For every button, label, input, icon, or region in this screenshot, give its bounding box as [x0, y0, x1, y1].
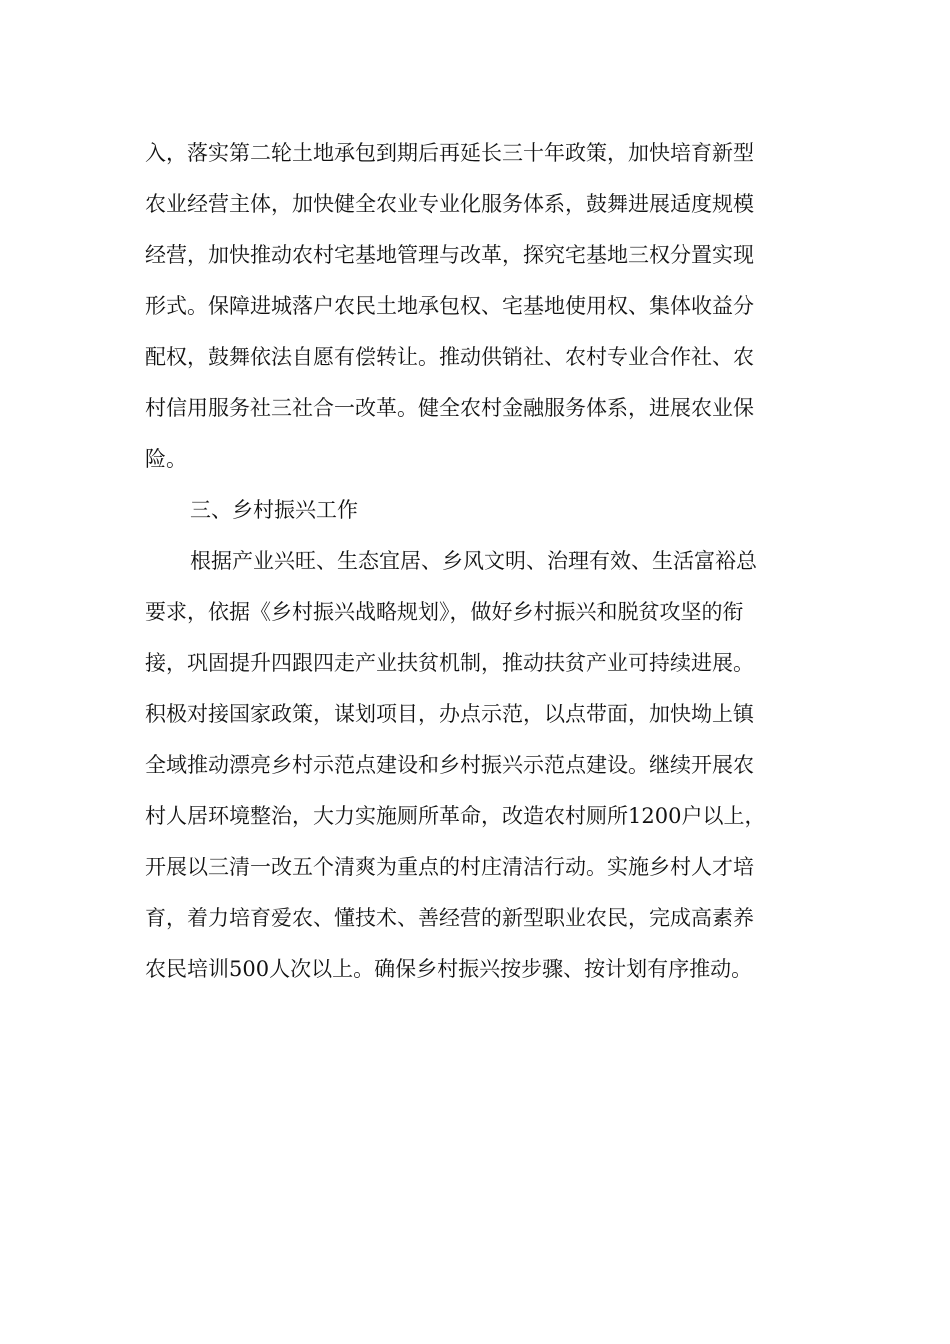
text-line: 根据产业兴旺、生态宜居、乡风文明、治理有效、生活富裕总	[190, 549, 757, 573]
text-line: 接，巩固提升四跟四走产业扶贫机制，推动扶贫产业可持续进展。	[145, 651, 754, 675]
text-line: 村信用服务社三社合一改革。健全农村金融服务体系，进展农业保	[145, 396, 754, 420]
text-line: 村人居环境整治，大力实施厕所革命，改造农村厕所1200户以上，	[145, 804, 766, 828]
text-line: 全域推动漂亮乡村示范点建设和乡村振兴示范点建设。继续开展农	[145, 753, 754, 777]
paragraph-1	[145, 128, 811, 485]
text-line: 开展以三清一改五个清爽为重点的村庄清洁行动。实施乡村人才培	[145, 855, 754, 879]
text-line: 配权，鼓舞依法自愿有偿转让。推动供销社、农村专业合作社、农	[145, 345, 754, 369]
text-line: 险。	[145, 447, 187, 471]
section-heading: 三、乡村振兴工作	[190, 498, 358, 522]
document-body	[145, 128, 811, 995]
text-line: 育，着力培育爱农、懂技术、善经营的新型职业农民，完成高素养	[145, 906, 754, 930]
text-line: 要求，依据《乡村振兴战略规划》，做好乡村振兴和脱贫攻坚的衔	[145, 600, 744, 624]
text-line: 入，落实第二轮土地承包到期后再延长三十年政策，加快培育新型	[145, 141, 754, 165]
paragraph-2	[145, 536, 811, 995]
text-line: 积极对接国家政策，谋划项目，办点示范，以点带面，加快坳上镇	[145, 702, 754, 726]
text-line: 经营，加快推动农村宅基地管理与改革，探究宅基地三权分置实现	[145, 243, 754, 267]
text-line: 农民培训500人次以上。确保乡村振兴按步骤、按计划有序推动。	[145, 957, 753, 981]
text-line: 农业经营主体，加快健全农业专业化服务体系，鼓舞进展适度规模	[145, 192, 754, 216]
text-line: 形式。保障进城落户农民土地承包权、宅基地使用权、集体收益分	[145, 294, 754, 318]
